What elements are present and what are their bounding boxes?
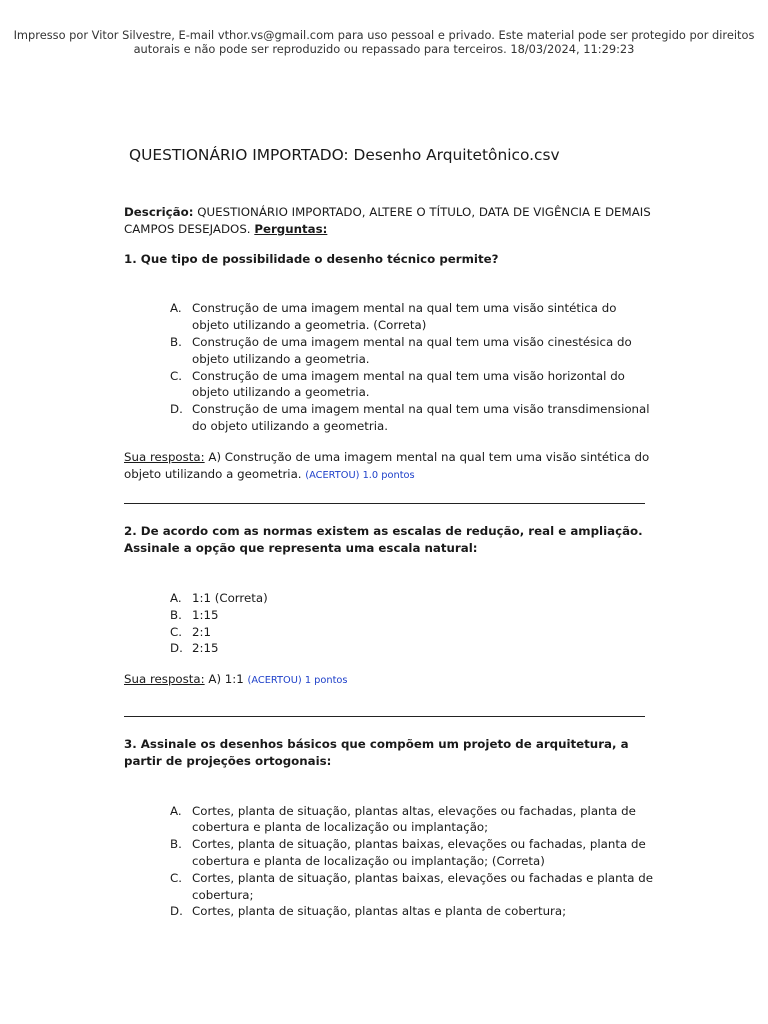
- answer-text: A) 1:1: [208, 672, 244, 687]
- answer-text: A) Construção de uma imagem mental na qual tem uma visão sintética do objeto utilizando a geometria.: [124, 449, 650, 481]
- option-text: 1:15: [192, 607, 219, 622]
- option: [124, 640, 654, 657]
- answer-label: Sua resposta:: [124, 672, 205, 687]
- option: [124, 334, 654, 368]
- option: [124, 870, 654, 904]
- option-letter: B.: [170, 334, 182, 349]
- print-notice-line-1: Impresso por Vitor Silvestre, E-mail vthor.vs@gmail.com para uso pessoal e privado. Este material pode ser protegido por direitos: [13, 28, 755, 42]
- option-text: 2:15: [192, 641, 219, 656]
- page-title: QUESTIONÁRIO IMPORTADO: Desenho Arquitetônico.csv: [129, 146, 560, 164]
- option: [124, 368, 654, 402]
- document-body: [124, 204, 654, 920]
- question-2-answer: [124, 671, 654, 690]
- option-text: Construção de uma imagem mental na qual tem uma visão sintética do objeto utilizando a geometria. (Correta): [192, 301, 617, 333]
- question-2-text: 2. De acordo com as normas existem as escalas de redução, real e ampliação. Assinale a opção que representa uma escala natural:: [124, 524, 643, 556]
- divider: [124, 503, 645, 504]
- questions-label: Perguntas:: [254, 221, 328, 236]
- option-text: Cortes, planta de situação, plantas altas, elevações ou fachadas, planta de cobertura e planta de localização ou implantação;: [192, 803, 636, 835]
- option-text: Cortes, planta de situação, plantas baixas, elevações ou fachadas e planta de cobertura;: [192, 870, 653, 902]
- option: [124, 836, 654, 870]
- question-1-text: 1. Que tipo de possibilidade o desenho técnico permite?: [124, 251, 499, 266]
- question-1-answer: [124, 449, 654, 485]
- option: [124, 607, 654, 624]
- option: [124, 624, 654, 641]
- option-letter: D.: [170, 402, 183, 417]
- print-notice: [0, 28, 768, 56]
- option-letter: C.: [170, 870, 182, 885]
- answer-result: (ACERTOU) 1 pontos: [247, 675, 348, 687]
- print-notice-line-2: autorais e não pode ser reproduzido ou repassado para terceiros. 18/03/2024, 11:29:23: [133, 42, 635, 56]
- option-letter: A.: [170, 301, 182, 316]
- option-letter: C.: [170, 624, 182, 639]
- question-2-options: [124, 590, 654, 657]
- option-letter: C.: [170, 368, 182, 383]
- option-text: 2:1: [192, 624, 211, 639]
- option: [124, 401, 654, 435]
- option-text: Cortes, planta de situação, plantas baixas, elevações ou fachadas, planta de cobertura e planta de localização ou implantação; (Correta): [192, 837, 646, 868]
- answer-result: (ACERTOU) 1.0 pontos: [305, 469, 415, 481]
- option-text: 1:1 (Correta): [192, 590, 268, 605]
- description-text: QUESTIONÁRIO IMPORTADO, ALTERE O TÍTULO, DATA DE VIGÊNCIA E DEMAIS CAMPOS DESEJADOS.: [124, 205, 651, 236]
- answer-label: Sua resposta:: [124, 449, 205, 464]
- option: [124, 590, 654, 607]
- option-letter: D.: [170, 641, 183, 656]
- description-label: Descrição:: [124, 205, 194, 219]
- option-letter: D.: [170, 904, 183, 919]
- option-text: Cortes, planta de situação, plantas altas e planta de cobertura;: [192, 904, 567, 919]
- option-letter: B.: [170, 837, 182, 852]
- option-letter: A.: [170, 590, 182, 605]
- description: [124, 204, 654, 238]
- question-3-options: [124, 803, 654, 921]
- question-1-options: [124, 300, 654, 434]
- option-text: Construção de uma imagem mental na qual tem uma visão cinestésica do objeto utilizando a geometria.: [192, 334, 632, 366]
- option: [124, 300, 654, 334]
- option: [124, 903, 654, 920]
- divider: [124, 716, 645, 717]
- option-letter: A.: [170, 803, 182, 818]
- option-text: Construção de uma imagem mental na qual tem uma visão transdimensional do objeto utilizando a geometria.: [192, 402, 650, 433]
- option-letter: B.: [170, 607, 182, 622]
- option-text: Construção de uma imagem mental na qual tem uma visão horizontal do objeto utilizando a geometria.: [192, 368, 625, 400]
- question-3-text: 3. Assinale os desenhos básicos que compõem um projeto de arquitetura, a partir de projeções ortogonais:: [124, 736, 629, 768]
- option: [124, 803, 654, 837]
